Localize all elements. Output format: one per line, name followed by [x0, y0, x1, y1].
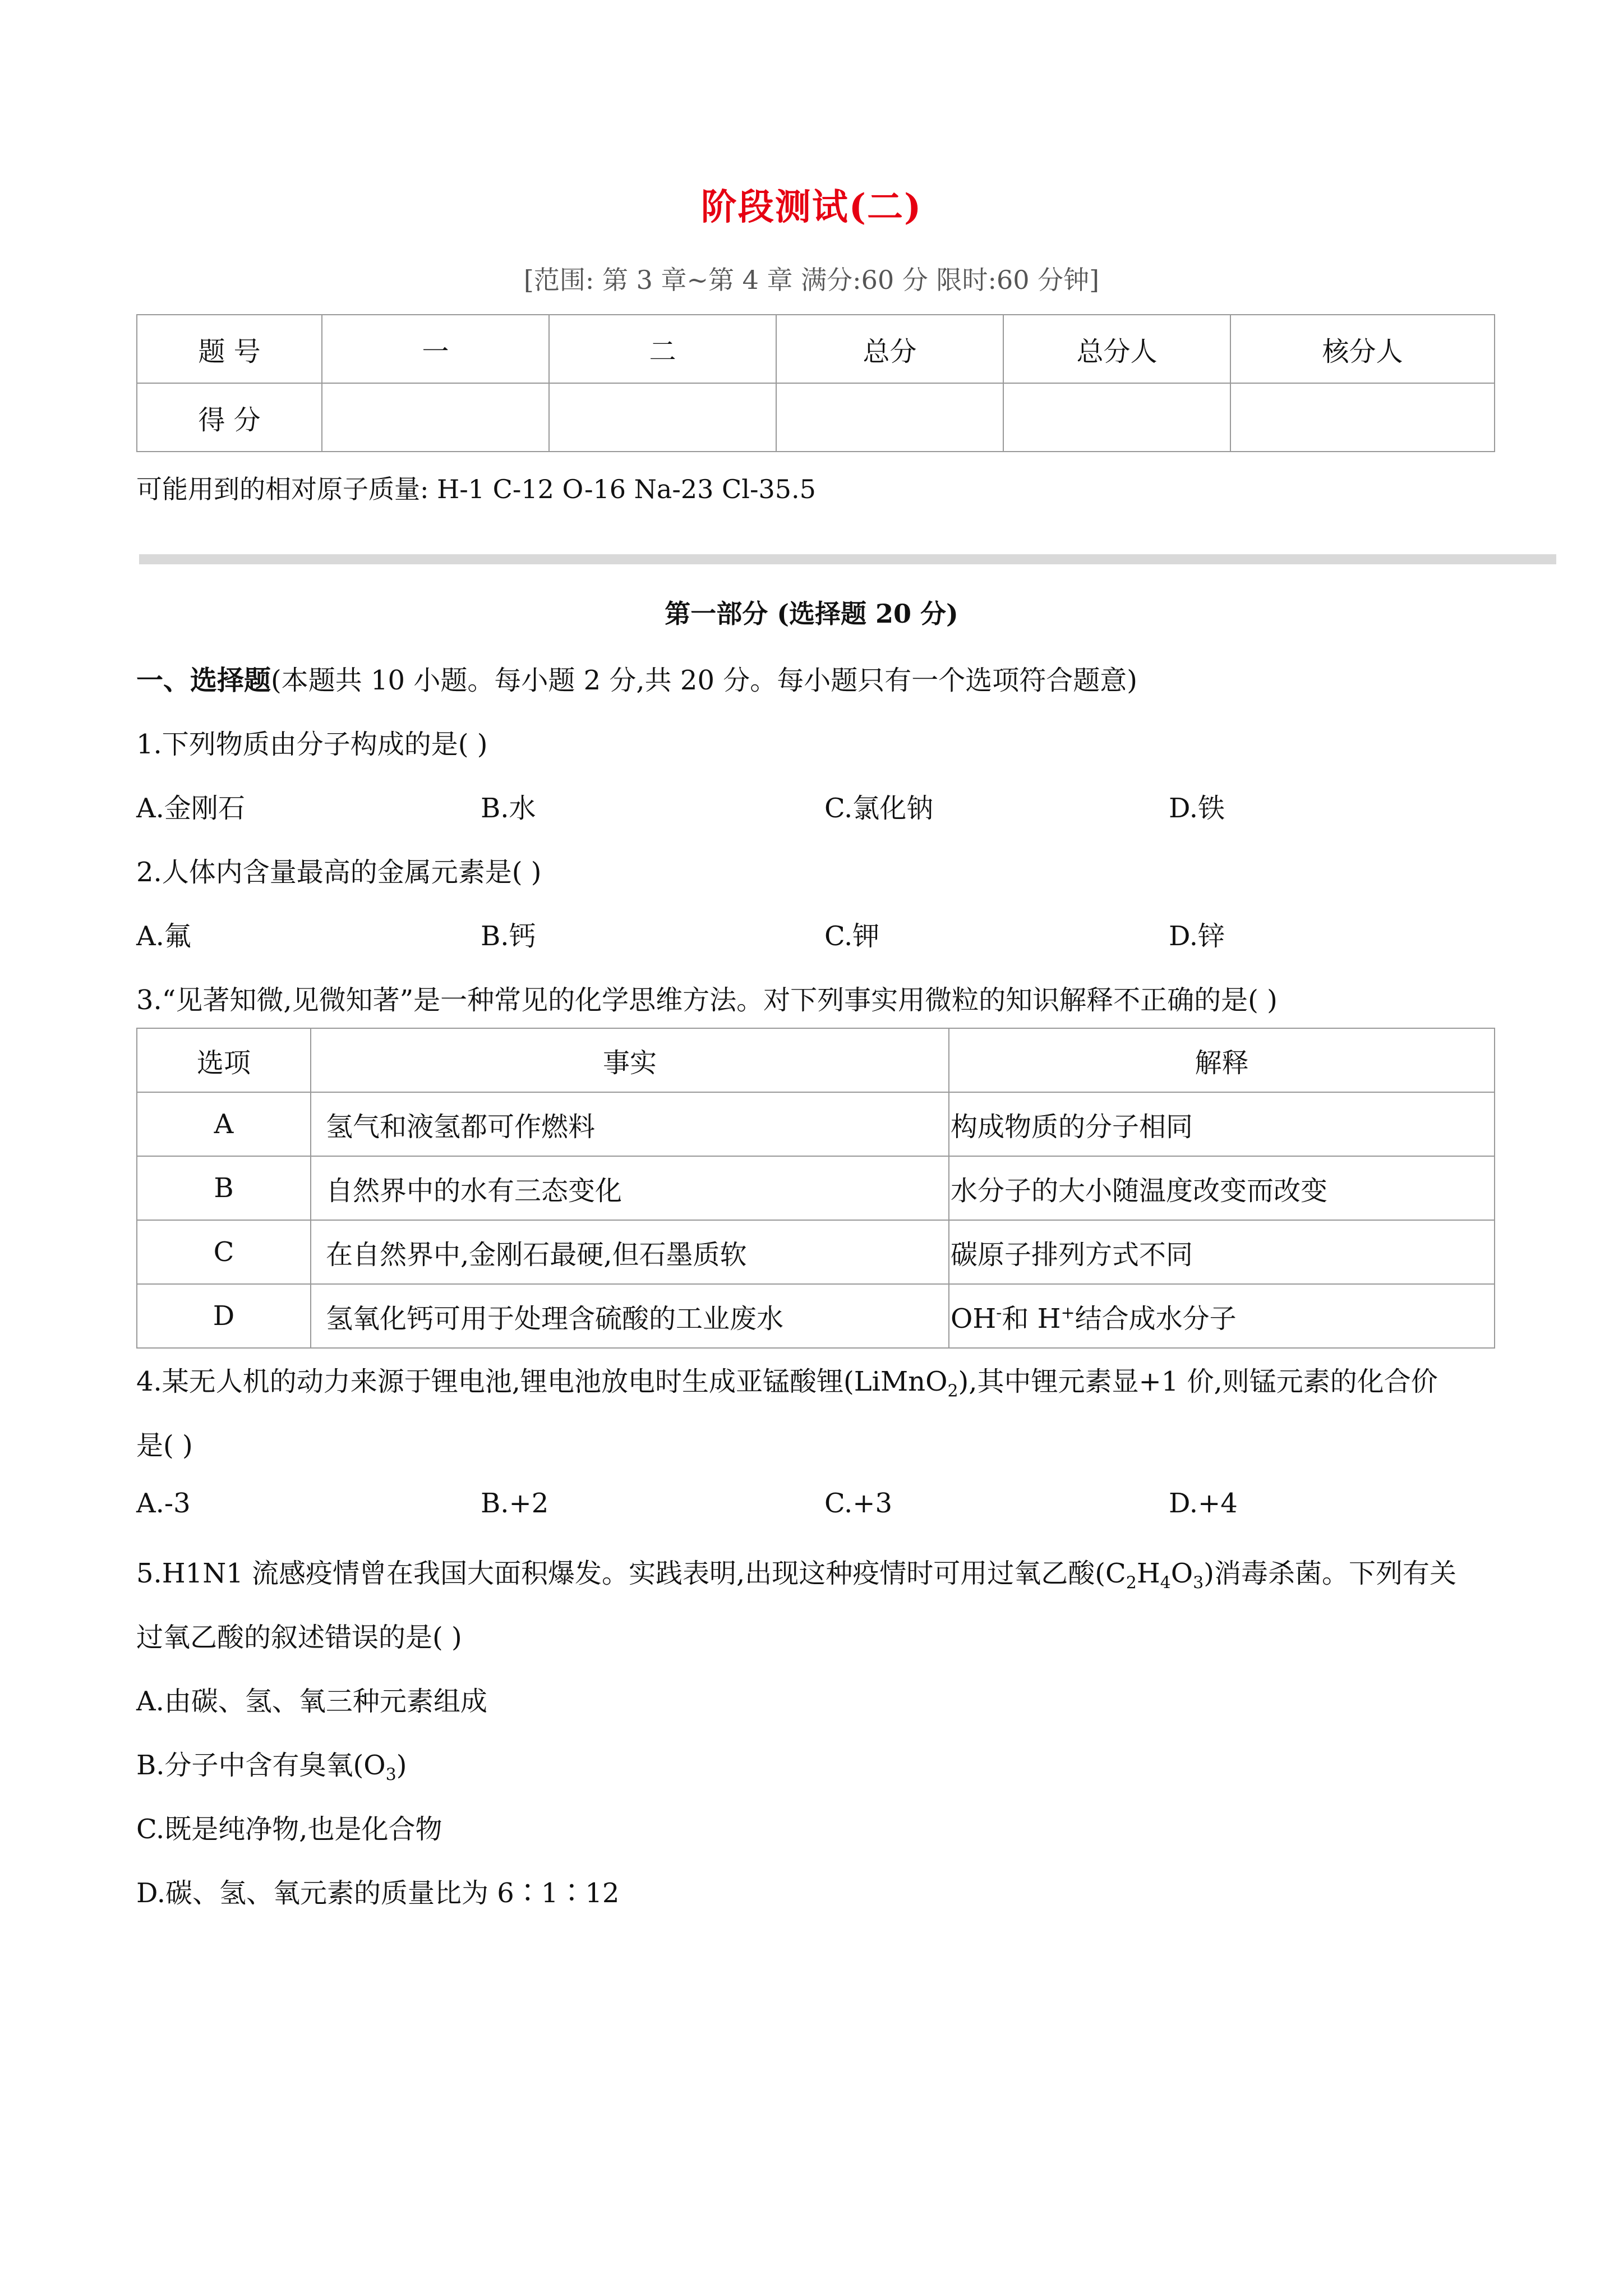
- score-header-cell: 核分人: [1230, 315, 1495, 383]
- fact-row-explanation: 碳原子排列方式不同: [949, 1220, 1495, 1284]
- atomic-mass-note: 可能用到的相对原子质量: H-1 C-12 O-16 Na-23 Cl-35.5: [136, 474, 816, 504]
- question-4-stem: [136, 1360, 1438, 1401]
- score-table-header-row: [137, 315, 1495, 383]
- section-label: 一、选择题: [136, 665, 271, 696]
- q4-option-c[interactable]: C.+3: [824, 1488, 893, 1519]
- fact-table-header-row: [137, 1028, 1495, 1092]
- score-header-cell: 总分: [776, 315, 1003, 383]
- question-1-stem: 1.下列物质由分子构成的是( ): [136, 729, 488, 760]
- q5-option-d[interactable]: D.碳、氢、氧元素的质量比为 6∶1∶12: [136, 1878, 620, 1909]
- q1-option-d[interactable]: D.铁: [1169, 793, 1225, 824]
- hydroxide-charge: -: [996, 1303, 1002, 1323]
- question-5-stem: [136, 1552, 1456, 1593]
- q4-option-b[interactable]: B.+2: [481, 1488, 549, 1519]
- q2-option-b[interactable]: B.钙: [481, 921, 536, 952]
- q5-stem-text: 5.H1N1 流感疫情曾在我国大面积爆发。实践表明,出现这种疫情时可用过氧乙酸(C: [136, 1558, 1126, 1589]
- score-header-cell: 题 号: [137, 315, 322, 383]
- q2-option-d[interactable]: D.锌: [1169, 921, 1225, 952]
- score-table-score-row: [137, 383, 1495, 452]
- part-one-heading: 第一部分 (选择题 20 分): [665, 599, 958, 629]
- score-header-cell: 总分人: [1003, 315, 1230, 383]
- q5-option-b-text: B.分子中含有臭氧(O: [136, 1750, 386, 1781]
- q5-formula-element: O: [1170, 1558, 1193, 1589]
- q5-formula-subscript: 3: [1193, 1573, 1204, 1593]
- q1-option-a[interactable]: A.金刚石: [136, 793, 245, 824]
- question-4-stem-cont: 是( ): [136, 1430, 193, 1461]
- score-header-cell: 二: [549, 315, 776, 383]
- fact-row-explanation: [949, 1284, 1495, 1348]
- section-description: (本题共 10 小题。每小题 2 分,共 20 分。每小题只有一个选项符合题意): [271, 665, 1137, 696]
- explanation-text: 结合成水分子: [1075, 1303, 1237, 1335]
- fact-table-row: [137, 1092, 1495, 1156]
- page-title: 阶段测试(二): [700, 186, 923, 228]
- fact-row-option: A: [137, 1092, 311, 1156]
- fact-row-fact: 氢氧化钙可用于处理含硫酸的工业废水: [311, 1284, 949, 1348]
- score-cell[interactable]: [1230, 383, 1495, 452]
- score-cell[interactable]: [1003, 383, 1230, 452]
- score-cell[interactable]: [322, 383, 549, 452]
- score-table: [136, 314, 1495, 452]
- q5-option-b[interactable]: [136, 1743, 407, 1785]
- q5-formula-subscript: 4: [1160, 1573, 1171, 1593]
- hydrogen-charge: +: [1061, 1303, 1075, 1323]
- q5-option-b-text: ): [396, 1750, 407, 1781]
- q5-option-c[interactable]: C.既是纯净物,也是化合物: [136, 1814, 442, 1845]
- q1-option-b[interactable]: B.水: [481, 793, 536, 824]
- q4-stem-text: 4.某无人机的动力来源于锂电池,锂电池放电时生成亚锰酸锂(LiMnO: [136, 1366, 948, 1397]
- q5-option-a[interactable]: A.由碳、氢、氧三种元素组成: [136, 1686, 487, 1717]
- q4-formula-subscript: 2: [947, 1381, 958, 1401]
- exam-scope: [范围: 第 3 章~第 4 章 满分:60 分 限时:60 分钟]: [523, 265, 1100, 295]
- score-header-cell: 一: [322, 315, 549, 383]
- fact-row-option: C: [137, 1220, 311, 1284]
- fact-table-row: [137, 1220, 1495, 1284]
- fact-row-option: B: [137, 1156, 311, 1220]
- fact-table-row: [137, 1284, 1495, 1348]
- q2-option-c[interactable]: C.钾: [824, 921, 880, 952]
- q4-stem-text: ),其中锂元素显+1 价,则锰元素的化合价: [958, 1366, 1438, 1397]
- fact-row-option: D: [137, 1284, 311, 1348]
- score-cell[interactable]: [549, 383, 776, 452]
- fact-header-explanation: 解释: [949, 1028, 1495, 1092]
- fact-header-option: 选项: [137, 1028, 311, 1092]
- section-instructions: [136, 659, 1137, 697]
- fact-row-fact: 自然界中的水有三态变化: [311, 1156, 949, 1220]
- fact-row-explanation: 构成物质的分子相同: [949, 1092, 1495, 1156]
- fact-row-explanation: 水分子的大小随温度改变而改变: [949, 1156, 1495, 1220]
- question-5-stem-cont: 过氧乙酸的叙述错误的是( ): [136, 1622, 462, 1653]
- q3-fact-table: [136, 1028, 1495, 1349]
- q5-formula-element: H: [1136, 1558, 1160, 1589]
- q5-stem-text: )消毒杀菌。下列有关: [1204, 1558, 1456, 1589]
- q2-option-a[interactable]: A.氟: [136, 921, 191, 952]
- fact-header-fact: 事实: [311, 1028, 949, 1092]
- explanation-text: 和 H: [1002, 1303, 1061, 1335]
- score-cell[interactable]: [776, 383, 1003, 452]
- question-3-stem: 3.“见著知微,见微知著”是一种常见的化学思维方法。对下列事实用微粒的知识解释不正确的是( ): [136, 984, 1278, 1016]
- fact-table-row: [137, 1156, 1495, 1220]
- question-2-stem: 2.人体内含量最高的金属元素是( ): [136, 857, 542, 888]
- ozone-subscript: 3: [385, 1765, 396, 1785]
- q4-option-d[interactable]: D.+4: [1169, 1488, 1238, 1519]
- fact-row-fact: 氢气和液氢都可作燃料: [311, 1092, 949, 1156]
- score-row-label: 得 分: [137, 383, 322, 452]
- section-divider: [139, 554, 1556, 564]
- q5-formula-subscript: 2: [1126, 1573, 1137, 1593]
- q4-option-a[interactable]: A.-3: [136, 1488, 191, 1519]
- fact-row-fact: 在自然界中,金刚石最硬,但石墨质软: [311, 1220, 949, 1284]
- q1-option-c[interactable]: C.氯化钠: [824, 793, 934, 824]
- hydroxide-formula: OH: [951, 1303, 997, 1335]
